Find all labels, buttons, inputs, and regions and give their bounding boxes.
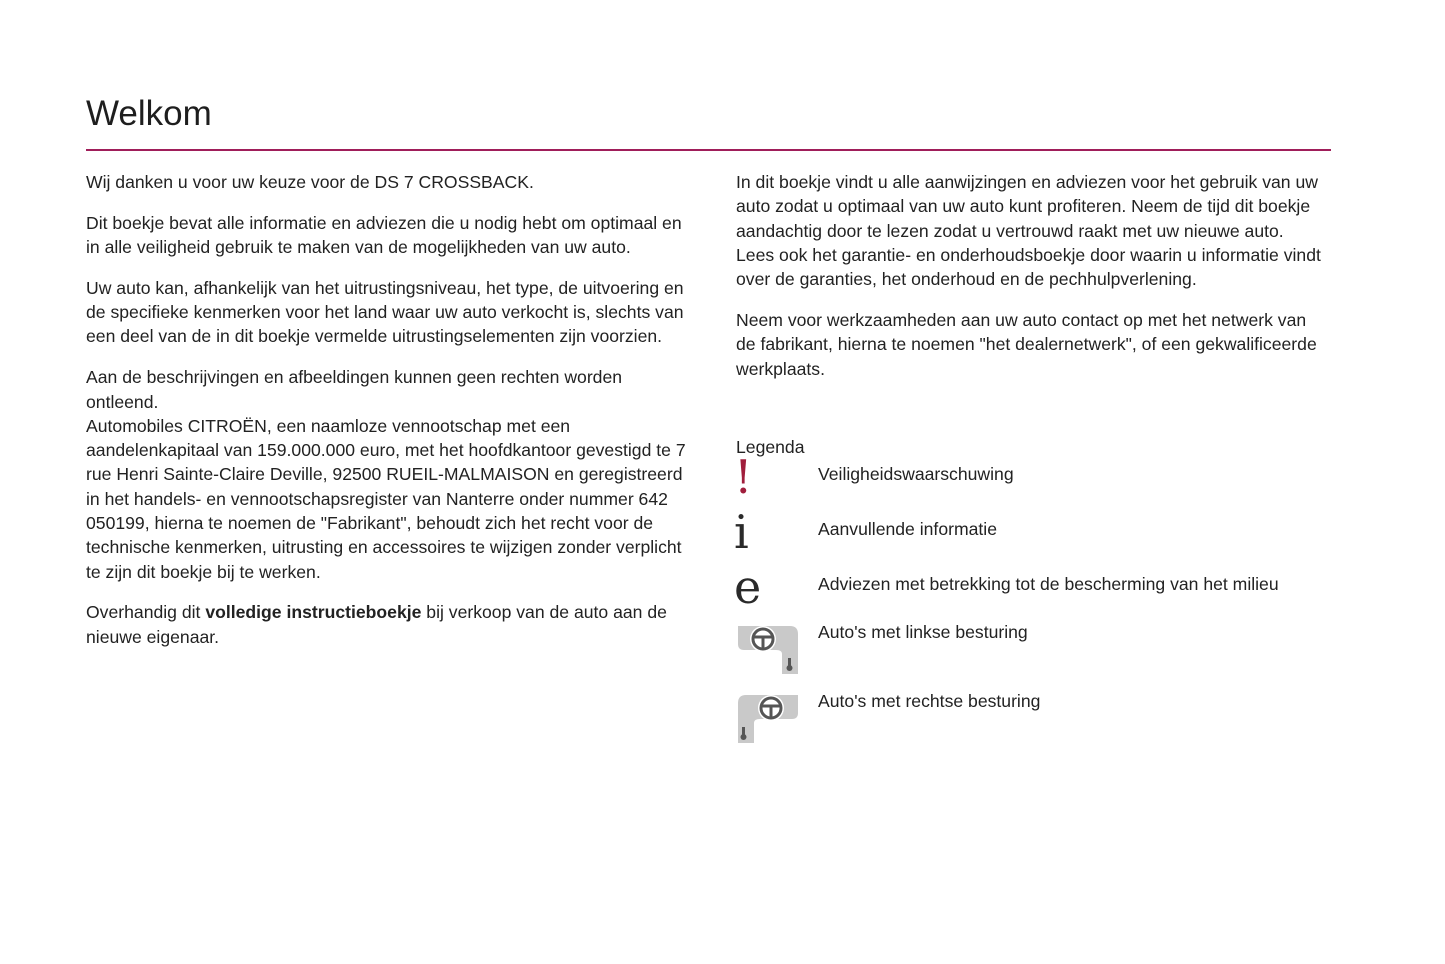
- handover-text-start: Overhandig dit: [86, 602, 206, 623]
- legend-label: Veiligheidswaarschuwing: [818, 464, 1014, 484]
- manufacturer-paragraph: Automobiles CITROËN, een naamloze vennootschap met een aandelenkapitaal van 159.000.000 euro, met het hoofdkantoor gevestigd te 7 rue Henri Sainte-Claire Deville, 92500 RUEIL-MALMAISON en geregistreerd in het handels- en vennootschapsregister van Nanterre onder nummer 642 050199, hierna te noemen de "Fabrikant", behoudt zich het recht voor de technische kenmerken, uitrusting en accessoires te wijzigen zonder verplicht te zijn dit boekje bij te werken.: [86, 415, 686, 582]
- usage-paragraph: In dit boekje vindt u alle aanwijzingen en adviezen voor het gebruik van uw auto zodat u optimaal van uw auto kunt profiteren. Neem de tijd dit boekje aandachtig door te lezen zodat u vertrouwd raakt met uw nieuwe auto. Lees ook het garantie- en onderhoudsboekje door waarin u informatie vindt over de garanties, het onderhoud en de pechhulpverlening.: [736, 172, 1321, 290]
- legend-title: Legenda: [736, 437, 805, 457]
- legend-item-right-hand-drive: [736, 689, 1336, 749]
- legend-item-info: [734, 505, 1336, 577]
- rights-paragraph: Aan de beschrijvingen en afbeeldingen kunnen geen rechten worden ontleend.: [86, 367, 623, 412]
- booklet-paragraph: Dit boekje bevat alle informatie en adviezen die u nodig hebt om optimaal en in alle veiligheid gebruik te maken van de mogelijkheden van uw auto.: [86, 212, 682, 258]
- legend-label: Adviezen met betrekking tot de bescherming van het milieu: [818, 574, 1279, 594]
- legend-label: Aanvullende informatie: [818, 519, 997, 539]
- handover-text-bold: volledige instructieboekje: [205, 602, 422, 623]
- legend-item-left-hand-drive: [736, 620, 1336, 680]
- legend-label: Auto's met linkse besturing: [818, 622, 1028, 642]
- environment-icon: e: [734, 560, 762, 614]
- right-hand-drive-icon: [736, 689, 800, 745]
- title-divider: [86, 149, 1331, 151]
- page-title: Welkom: [86, 94, 212, 133]
- info-icon: i: [734, 505, 749, 559]
- dealer-paragraph: Neem voor werkzaamheden aan uw auto contact op met het netwerk van de fabrikant, hierna te noemen "het dealernetwerk", of een gekwalificeerde werkplaats.: [736, 309, 1317, 379]
- handover-paragraph: [86, 600, 686, 649]
- legend-item-warning: [734, 450, 1336, 522]
- equipment-paragraph: Uw auto kan, afhankelijk van het uitrustingsniveau, het type, de uitvoering en de specifieke kenmerken voor het land waar uw auto verkocht is, slechts van een deel van de in dit boekje vermelde uitrustingselementen zijn voorzien.: [86, 277, 684, 347]
- intro-paragraph: Wij danken u voor uw keuze voor de DS 7 CROSSBACK.: [86, 172, 534, 192]
- handover-text-end: bij verkoop van de auto aan de nieuwe eigenaar.: [86, 602, 667, 647]
- warning-exclamation-icon: !: [734, 450, 753, 504]
- left-column: [86, 170, 686, 666]
- left-hand-drive-icon: [736, 620, 800, 676]
- legend-label: Auto's met rechtse besturing: [818, 691, 1041, 711]
- right-column: [736, 170, 1326, 397]
